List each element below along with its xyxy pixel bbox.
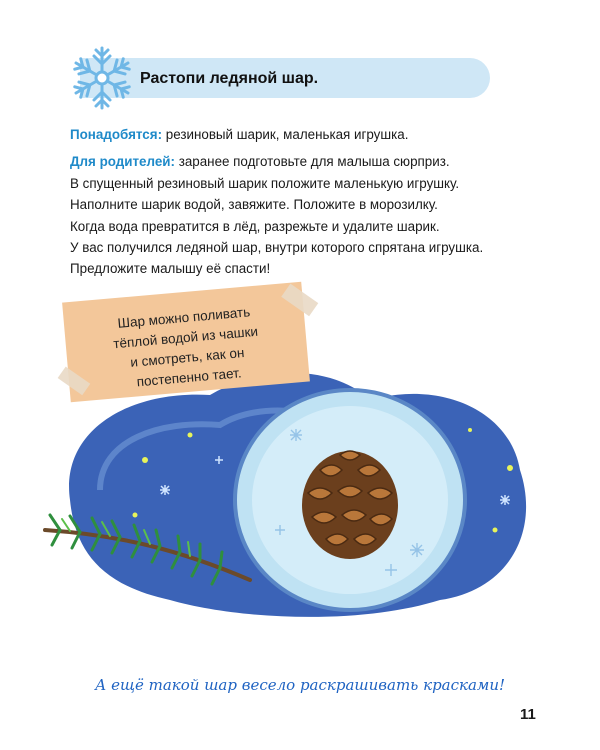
note-line: постепенно тает. [136,365,243,390]
needed-paragraph [70,124,540,145]
pine-cone [302,451,398,559]
needed-label: Понадобятся: [70,127,163,142]
parents-paragraph [70,151,540,279]
parents-line: В спущенный резиновый шарик положите маленькую игрушку. [70,175,460,191]
parents-line: Наполните шарик водой, завяжите. Положите в морозилку. [70,197,438,213]
parents-line: Когда вода превратится в лёд, разрежьте и удалите шарик. [70,218,440,234]
needed-text: резиновый шарик, маленькая игрушка. [162,127,409,142]
caption: А ещё такой шар весело раскрашивать красками! [94,676,506,694]
parents-line: Предложите малышу её спасти! [70,261,271,277]
page-title: Растопи ледяной шар. [140,70,319,87]
page-number: 11 [520,706,536,723]
parents-label: Для родителей: [70,154,175,170]
note-line: тёплой водой из чашки [112,323,259,352]
note-line: Шар можно поливать [116,304,251,331]
snowflake-icon [66,42,138,114]
instructions [70,124,540,280]
tip-note [62,282,310,403]
parents-line: У вас получился ледяной шар, внутри которого спрятана игрушка. [70,240,484,256]
parents-line: заранее подготовьте для малыша сюрприз. [174,154,450,170]
note-line: и смотреть, как он [129,344,245,370]
